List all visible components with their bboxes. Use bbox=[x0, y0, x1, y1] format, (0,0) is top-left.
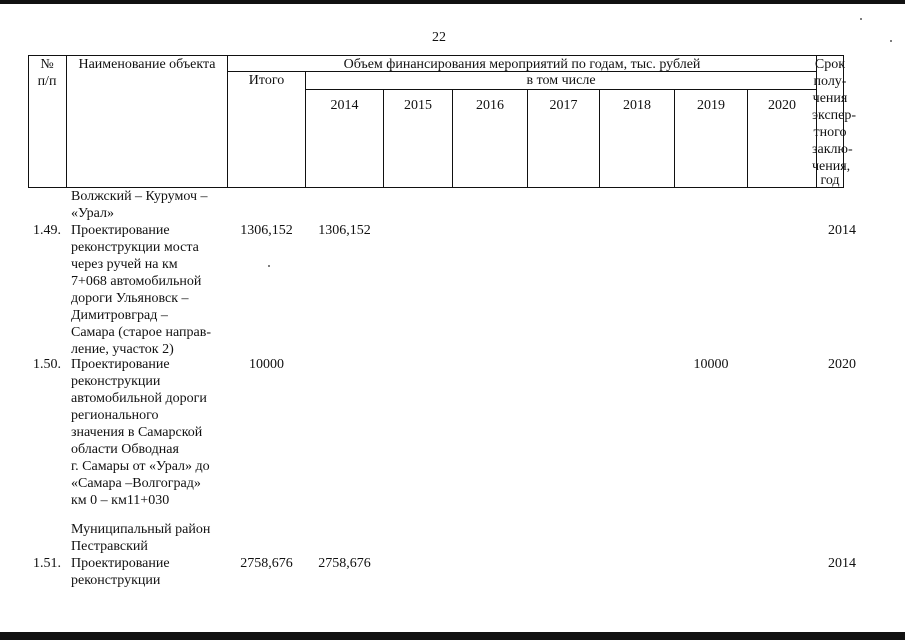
row-name-line: Проектирование bbox=[71, 223, 170, 238]
header-no-sub: п/п bbox=[37, 74, 57, 89]
header-year: 2019 bbox=[697, 98, 725, 113]
header-year: 2015 bbox=[404, 98, 432, 113]
header-term: тного bbox=[813, 125, 847, 140]
continuation-line: «Урал» bbox=[71, 206, 115, 221]
section-title-line: Пестравский bbox=[71, 539, 148, 554]
row-name-line: через ручей на км bbox=[71, 257, 178, 272]
row-name-line: автомобильной дороги bbox=[71, 391, 207, 406]
row-name-line: 7+068 автомобильной bbox=[71, 274, 202, 289]
scan-speck bbox=[268, 265, 270, 267]
header-year: 2017 bbox=[549, 98, 578, 113]
header-term: экспер- bbox=[812, 108, 857, 123]
header-name: Наименование объекта bbox=[78, 57, 216, 72]
row-number: 1.50. bbox=[33, 357, 61, 372]
header-no: № bbox=[40, 57, 54, 72]
row-2014: 1306,152 bbox=[318, 223, 371, 238]
header-term: чения bbox=[812, 91, 848, 106]
row-name-line: Самара (старое направ- bbox=[71, 325, 212, 340]
continuation-line: Волжский – Курумоч – bbox=[71, 189, 208, 204]
top-scan-border bbox=[0, 0, 905, 4]
row-number: 1.51. bbox=[33, 556, 61, 571]
scan-speck bbox=[890, 40, 892, 42]
header-year: 2018 bbox=[623, 98, 651, 113]
scan-speck bbox=[860, 18, 862, 20]
row-name-line: км 0 – км11+030 bbox=[71, 493, 170, 508]
row-name-line: области Обводная bbox=[71, 442, 179, 457]
row-term: 2014 bbox=[828, 556, 856, 571]
section-title-line: Муниципальный район bbox=[71, 522, 211, 537]
row-name-line: дороги Ульяновск – bbox=[71, 291, 189, 306]
header-year: 2016 bbox=[476, 98, 504, 113]
row-name-line: реконструкции bbox=[71, 374, 161, 389]
header-total: Итого bbox=[248, 73, 285, 88]
header-term: год bbox=[820, 173, 840, 188]
row-term: 2020 bbox=[828, 357, 856, 372]
row-name-line: «Самара –Волгоград» bbox=[71, 476, 201, 491]
header-term: Срок bbox=[814, 57, 846, 72]
row-total: 1306,152 bbox=[240, 223, 293, 238]
header-including: в том числе bbox=[526, 73, 596, 88]
row-2014: 2758,676 bbox=[318, 556, 371, 571]
row-term: 2014 bbox=[828, 223, 856, 238]
row-name-line: реконструкции моста bbox=[71, 240, 199, 255]
header-year: 2020 bbox=[768, 98, 796, 113]
row-2019: 10000 bbox=[693, 357, 729, 372]
row-name-line: значения в Самарской bbox=[71, 425, 203, 440]
header-volume: Объем финансирования мероприятий по годам, тыс. рублей bbox=[343, 57, 701, 72]
page-number: 22 bbox=[432, 30, 446, 45]
row-name-line: ление, участок 2) bbox=[71, 342, 174, 357]
header-term: полу- bbox=[813, 74, 847, 89]
row-name-line: Проектирование bbox=[71, 357, 170, 372]
row-total: 2758,676 bbox=[240, 556, 293, 571]
row-number: 1.49. bbox=[33, 223, 61, 238]
header-line-including bbox=[305, 89, 817, 90]
header-vline bbox=[66, 55, 67, 188]
header-year: 2014 bbox=[330, 98, 359, 113]
row-name-line: реконструкции bbox=[71, 573, 161, 588]
header-term: заклю- bbox=[812, 142, 853, 157]
row-total: 10000 bbox=[249, 357, 284, 372]
row-name-line: Проектирование bbox=[71, 556, 170, 571]
row-name-line: Димитровград – bbox=[71, 308, 168, 323]
row-name-line: регионального bbox=[71, 408, 159, 423]
bottom-scan-border bbox=[0, 632, 905, 640]
row-name-line: г. Самары от «Урал» до bbox=[71, 459, 210, 474]
header-term: чения, bbox=[812, 159, 851, 174]
